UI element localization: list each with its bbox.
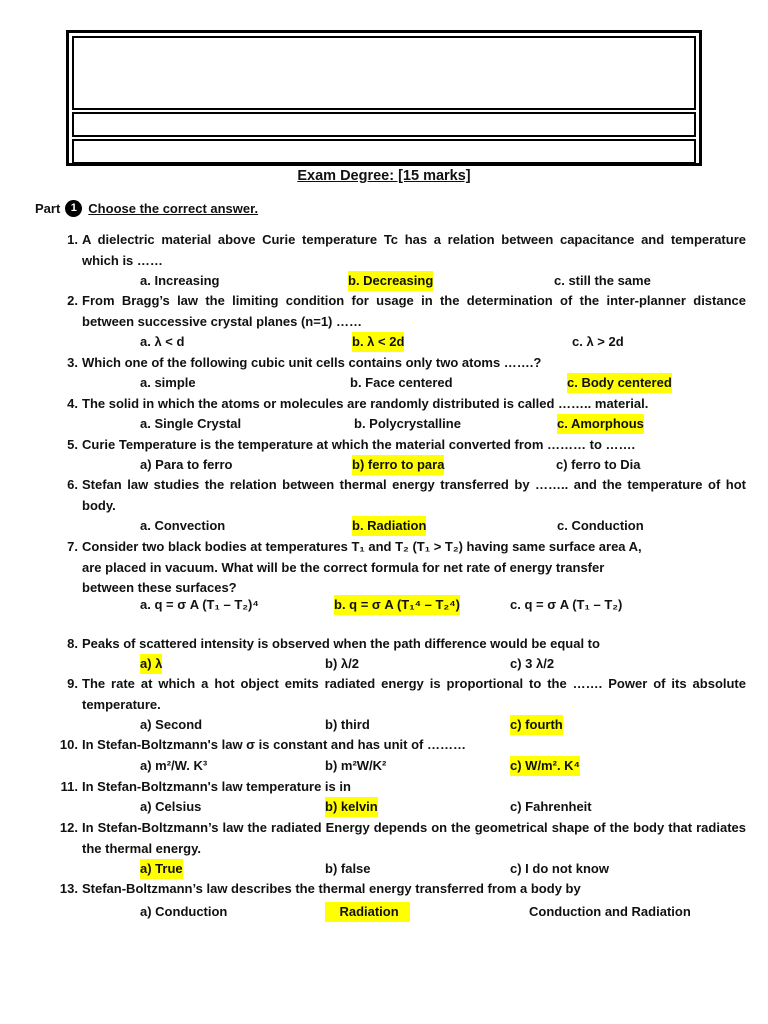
exam-degree: Exam Degree: [15 marks] <box>297 168 471 184</box>
header-title-cell <box>72 36 696 110</box>
question-text: Curie Temperature is the temperature at which the material converted from ……… to ……. <box>82 437 636 452</box>
option[interactable]: c) ferro to Dia <box>556 457 641 472</box>
options-row <box>0 715 768 735</box>
question-text: Stefan law studies the relation between thermal energy transferred by …….. and the temperature of hot body. <box>82 477 746 513</box>
question-text: From Bragg’s law the limiting condition for usage in the determination of the inter-planner distance between successive crystal planes (n=1) …… <box>82 293 746 329</box>
question-number: 12. <box>59 820 78 835</box>
question-text-line: between these surfaces? <box>82 580 237 595</box>
option[interactable]: c. Body centered <box>567 373 672 393</box>
option[interactable]: c) fourth <box>510 715 563 735</box>
question <box>56 353 746 374</box>
option[interactable]: c. λ > 2d <box>572 334 624 349</box>
question-text: In Stefan-Boltzmann's law σ is constant and has unit of ……… <box>82 737 466 752</box>
question-number: 9. <box>67 676 78 691</box>
options-row <box>0 654 768 674</box>
options-row <box>0 859 768 879</box>
question-number: 2. <box>67 293 78 308</box>
option[interactable]: a) m²/W. K³ <box>140 758 208 773</box>
question-text-line: Consider two black bodies at temperatures T₁ and T₂ (T₁ > T₂) having same surface area A, <box>82 539 642 554</box>
question <box>56 230 746 271</box>
option[interactable]: a. λ < d <box>140 334 185 349</box>
option[interactable]: b) third <box>325 717 370 732</box>
question-text-line: are placed in vacuum. What will be the correct formula for net rate of energy transfer <box>82 559 605 575</box>
option[interactable]: c. q = σ A (T₁ – T₂) <box>510 597 623 612</box>
question-number: 5. <box>67 437 78 452</box>
question <box>56 394 746 415</box>
question <box>56 735 746 756</box>
option[interactable]: c. still the same <box>554 273 651 288</box>
part-heading <box>35 200 258 217</box>
option[interactable]: a. Single Crystal <box>140 416 242 431</box>
part-label: Part <box>35 201 61 216</box>
question-text: In Stefan-Boltzmann’s law the radiated Energy depends on the geometrical shape of the body that radiates the thermal energy. <box>82 820 746 856</box>
question <box>56 435 746 456</box>
option[interactable]: a) Second <box>140 717 203 732</box>
options-row <box>0 455 768 475</box>
option[interactable]: c) W/m². K⁴ <box>510 756 580 776</box>
option[interactable]: Conduction and Radiation <box>529 904 691 919</box>
option[interactable]: b) ferro to para <box>352 455 444 475</box>
option[interactable]: c. Amorphous <box>557 414 644 434</box>
header-box <box>66 30 702 166</box>
option[interactable]: a. Convection <box>140 518 226 533</box>
question-number: 7. <box>67 539 78 554</box>
question-number: 3. <box>67 355 78 370</box>
options-row <box>0 271 768 291</box>
option[interactable]: c) 3 λ/2 <box>510 656 555 671</box>
option[interactable]: a) Para to ferro <box>140 457 233 472</box>
question-text: The solid in which the atoms or molecules are randomly distributed is called …….. material. <box>82 396 649 411</box>
question <box>56 291 746 332</box>
question <box>56 818 746 859</box>
option[interactable]: b. Face centered <box>350 375 453 390</box>
option[interactable]: b. q = σ A (T₁⁴ – T₂⁴) <box>334 595 460 615</box>
option[interactable]: c. Conduction <box>557 518 644 533</box>
option[interactable]: b. Decreasing <box>348 271 433 291</box>
option[interactable]: b) m²W/K² <box>325 758 387 773</box>
options-row <box>0 902 768 922</box>
option[interactable]: b) false <box>325 861 371 876</box>
question <box>56 674 746 715</box>
question-text: Which one of the following cubic unit cells contains only two atoms …….? <box>82 355 542 370</box>
option[interactable]: c) Fahrenheit <box>510 799 592 814</box>
question-text: In Stefan-Boltzmann's law temperature is in <box>82 779 351 794</box>
option[interactable]: Radiation <box>325 902 410 922</box>
options-row <box>0 414 768 434</box>
question <box>56 879 746 900</box>
question-text: Peaks of scattered intensity is observed when the path difference would be equal to <box>82 636 600 651</box>
header-info-cell <box>72 112 696 137</box>
question-number: 10. <box>59 737 78 752</box>
question-number: 11. <box>60 779 78 794</box>
option[interactable]: b) kelvin <box>325 797 378 817</box>
options-row <box>0 595 768 615</box>
part-number-badge: 1 <box>65 200 82 217</box>
option[interactable]: a. q = σ A (T₁ – T₂)⁴ <box>140 597 259 612</box>
options-row <box>0 797 768 817</box>
options-row <box>0 516 768 536</box>
question <box>56 475 746 516</box>
question-text: The rate at which a hot object emits radiated energy is proportional to the ……. Power of its absolute temperature. <box>82 676 746 712</box>
question-number: 1. <box>67 232 78 247</box>
option[interactable]: c) I do not know <box>510 861 609 876</box>
option[interactable]: a) λ <box>140 654 162 674</box>
question-text: A dielectric material above Curie temperature Tc has a relation between capacitance and temperature which is …… <box>82 232 746 268</box>
question-number: 8. <box>67 636 78 651</box>
question-number: 13. <box>59 881 78 896</box>
part-instruction: Choose the correct answer. <box>88 201 259 216</box>
option[interactable]: b. Polycrystalline <box>354 416 461 431</box>
option[interactable]: a) True <box>140 859 183 879</box>
question <box>56 634 746 655</box>
option[interactable]: b. λ < 2d <box>352 332 404 352</box>
question-text: Stefan-Boltzmann’s law describes the thermal energy transferred from a body by <box>82 881 581 896</box>
option[interactable]: a. simple <box>140 375 196 390</box>
question-number: 6. <box>67 477 78 492</box>
header-info-cell <box>72 139 696 164</box>
option[interactable]: b. Radiation <box>352 516 426 536</box>
question <box>56 777 746 798</box>
option[interactable]: a) Conduction <box>140 904 228 919</box>
options-row <box>0 373 768 393</box>
option[interactable]: a) Celsius <box>140 799 202 814</box>
question-number: 4. <box>67 396 78 411</box>
options-row <box>0 332 768 352</box>
options-row <box>0 756 768 776</box>
option[interactable]: a. Increasing <box>140 273 220 288</box>
question <box>56 537 746 599</box>
option[interactable]: b) λ/2 <box>325 656 359 671</box>
